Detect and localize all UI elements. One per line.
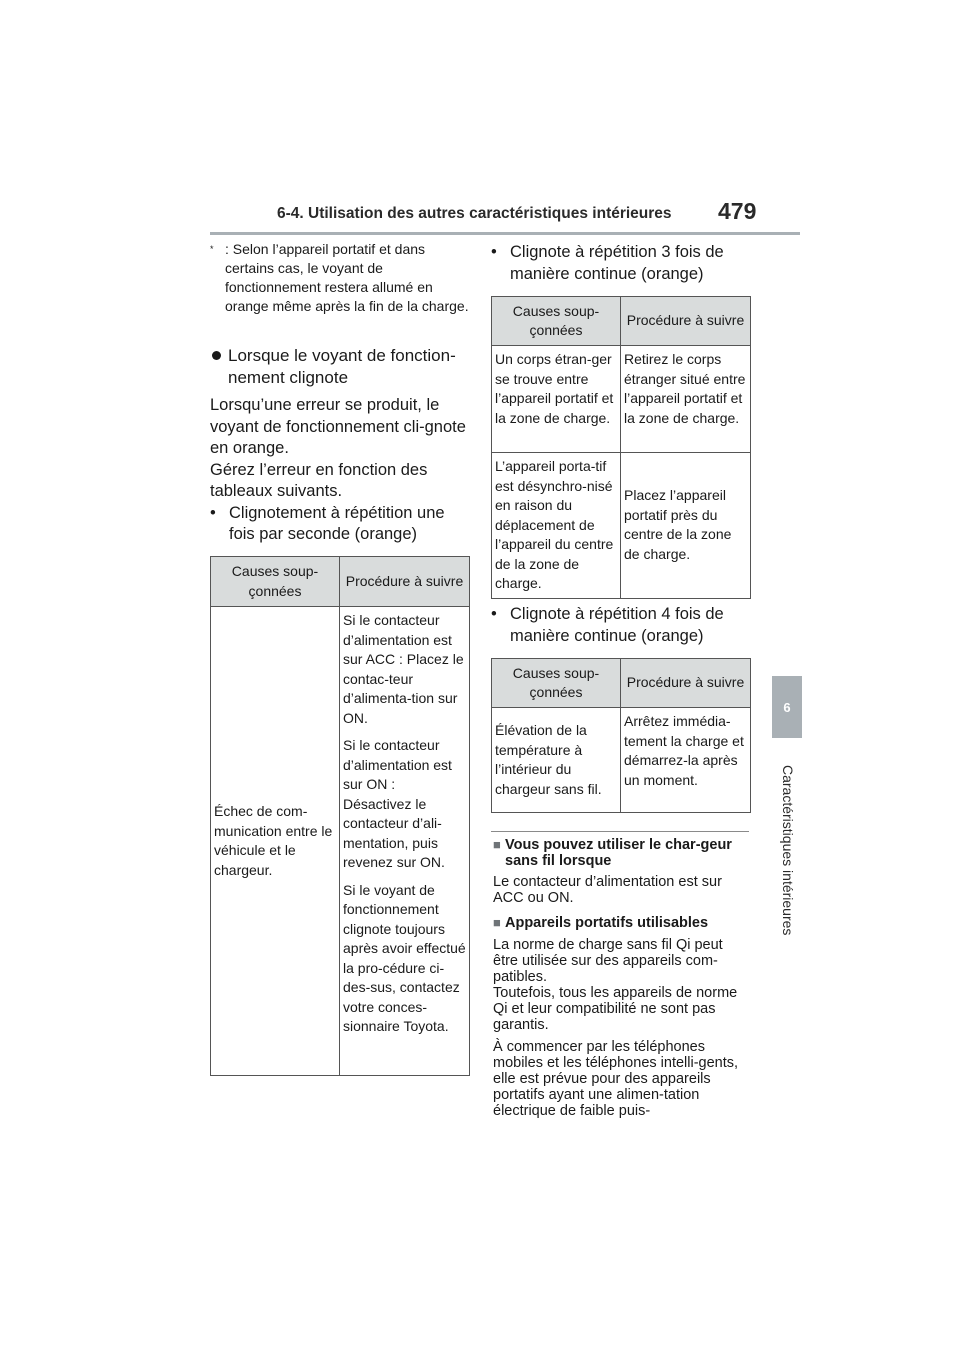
footnote-text: : Selon l’appareil portatif et dans certains cas, le voyant de fonctionnement restera allumé en orange même après la fin de la charge.: [225, 241, 469, 314]
table-cell-cause: Élévation de la température à l’intérieur du chargeur sans fil.: [492, 708, 621, 813]
table-cell-procedure: Placez l’appareil portatif près du centre de la zone de charge.: [621, 453, 751, 599]
info-text: Le contacteur d’alimentation est sur ACC ou ON.: [493, 874, 722, 906]
table-row: [492, 708, 751, 813]
intro-paragraph-2: Gérez l’erreur en fonction des tableaux suivants.: [210, 460, 428, 500]
page-number: 479: [718, 198, 757, 224]
header-rule: [210, 232, 800, 235]
list-bullet: •: [491, 605, 497, 623]
table-header-cause: Causes soup-çonnées: [211, 557, 340, 607]
list-item: [491, 242, 753, 285]
table-header-cause: Causes soup-çonnées: [492, 297, 621, 346]
table-row: [492, 346, 751, 453]
list-item-text: Clignotement à répétition une fois par seconde (orange): [229, 503, 445, 543]
procedure-step: Si le contacteur d’alimentation est sur ACC : Placez le contac-teur d’alimenta-tion sur ON.: [343, 612, 464, 726]
info-heading-text: Appareils portatifs utilisables: [505, 915, 709, 931]
chapter-label: [771, 740, 805, 960]
table-cell-procedure: [340, 607, 470, 1076]
list-bullet: •: [491, 243, 497, 261]
list-item-text: Clignote à répétition 4 fois de manière continue (orange): [510, 605, 724, 645]
square-bullet-icon: ■: [493, 837, 501, 852]
table-cell-procedure: Retirez le corps étranger situé entre l’appareil portatif et la zone de charge.: [621, 346, 751, 453]
table-row: [492, 453, 751, 599]
bullet-dot: [212, 351, 221, 360]
table-header-cause: Causes soup-çonnées: [492, 659, 621, 708]
table-cell-cause: L’appareil porta-tif est désynchro-nisé en raison du déplacement de l’appareil du centre de la zone de charge.: [492, 453, 621, 599]
list-item: [491, 604, 753, 647]
table-header-procedure: Procédure à suivre: [340, 557, 470, 607]
table-four-blinks: [491, 658, 751, 813]
footnote-marker: [210, 240, 214, 263]
table-cell-cause: Un corps étran-ger se trouve entre l’appareil portatif et la zone de charge.: [492, 346, 621, 453]
list-item: [210, 503, 472, 546]
section-heading: [210, 345, 468, 389]
table-header-procedure: Procédure à suivre: [621, 659, 751, 708]
square-bullet-icon: ■: [493, 915, 501, 930]
info-text: La norme de charge sans fil Qi peut être utilisée sur des appareils com-patibles.: [493, 937, 723, 985]
chapter-tab: 6: [772, 676, 802, 738]
info-text: Toutefois, tous les appareils de norme Qi et leur compatibilité ne sont pas garantis.: [493, 985, 738, 1033]
info-separator: [491, 831, 749, 832]
footnote-marker-symbol: *: [210, 244, 214, 254]
section-title: 6-4. Utilisation des autres caractéristiques intérieures: [277, 205, 672, 222]
info-text: À commencer par les téléphones mobiles et les téléphones intelli-gents, elle est prévue pour des appareils portatifs ayant une alimen-tation électrique de faible puis-: [493, 1039, 739, 1119]
info-heading-text: Vous pouvez utiliser le char-geur sans fil lorsque: [505, 837, 732, 869]
intro-paragraph-1: Lorsqu’une erreur se produit, le voyant de fonctionnement cli-gnote en orange.: [210, 396, 466, 457]
list-item-text: Clignote à répétition 3 fois de manière continue (orange): [510, 243, 724, 283]
table-three-blinks: [491, 296, 751, 599]
intro-text: [210, 395, 472, 546]
table-header-procedure: Procédure à suivre: [621, 297, 751, 346]
table-once-per-second: [210, 556, 470, 1076]
procedure-step: Si le contacteur d’alimentation est sur ON : Désactivez le contacteur d’ali-mentation, puis revenez sur ON.: [343, 737, 452, 870]
info-heading: [493, 915, 751, 931]
procedure-step: Si le voyant de fonctionnement clignote toujours après avoir effectué la pro-cédure ci-des-sus, contactez votre conces-sionnaire Toyota.: [343, 881, 466, 1034]
chapter-label-text: Caractéristiques intérieures: [780, 764, 796, 936]
info-heading: [493, 837, 751, 869]
list-bullet: •: [210, 503, 216, 522]
table-cell-cause: Échec de com-munication entre le véhicule et le chargeur.: [211, 607, 340, 1076]
table-cell-procedure: Arrêtez immédia-tement la charge et démarrez-la après un moment.: [621, 708, 751, 813]
info-text-block: [493, 937, 751, 1119]
section-heading-text: Lorsque le voyant de fonction-nement clignote: [228, 346, 456, 387]
footnote: [210, 240, 470, 316]
